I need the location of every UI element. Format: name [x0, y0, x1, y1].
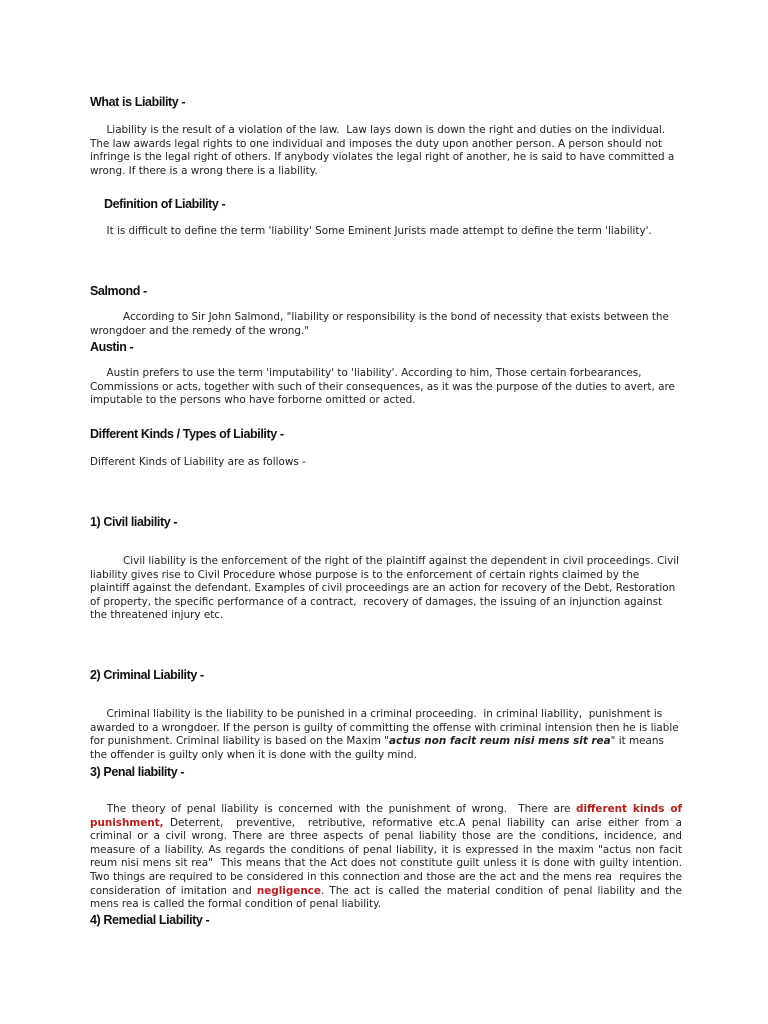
criminal-maxim: actus non facit reum nisi mens sit rea: [388, 735, 611, 748]
penal-highlight-negligence: negligence: [256, 884, 321, 897]
penal-highlight-punishment: different kinds of punishment,: [90, 803, 686, 829]
penal-text-2: Deterrent, preventive, retributive, reformative etc.A penal liability can arise either from a criminal or a civil wrong. There are three aspects of penal liability those are the conditions, incidence, and measure of a liability. As regards the conditions of penal liability, it is expressed in the maxim "actus non facit reum nisi mens sit rea" This means that the Act does not constitute guilt unless it is done with guilty intention. Two things are required to be considered in this connection and those are the act and the mens rea requires the consideration of imitation and: [90, 816, 686, 897]
paragraph-civil-liability: Civil liability is the enforcement of the right of the plaintiff against the dependent in civil proceedings. Civil liability gives rise to Civil Procedure whose purpose is to the enforcement of certain rights claimed by the plaintiff against the defendant. Examples of civil proceedings are an action for recovery of the Debt, Restoration of property, the specific performance of a contract, recovery of damages, the issuing of an injunction against the threatened injury etc.: [90, 555, 683, 622]
heading-penal-liability: 3) Penal liability -: [90, 765, 185, 779]
paragraph-penal-liability: [90, 803, 686, 912]
heading-salmond: Salmond -: [90, 284, 147, 298]
paragraph-austin: Austin prefers to use the term 'imputability' to 'liability'. According to him, Those certain forbearances, Commissions or acts, together with such of their consequences, as it was the purpose of the duties to avert, are imputable to the persons who have forborne omitted or acted.: [90, 367, 679, 407]
heading-definition-of-liability: Definition of Liability -: [104, 197, 226, 211]
heading-remedial-liability: 4) Remedial Liability -: [90, 913, 210, 927]
paragraph-what-is-liability: Liability is the result of a violation of the law. Law lays down is down the right and duties on the individual. The law awards legal rights to one individual and imposes the duty upon another person. A person should not infringe is the legal right of others. If anybody violates the legal right of another, he is said to have committed a wrong. If there is a wrong there is a liability.: [90, 124, 678, 177]
paragraph-types-of-liability: Different Kinds of Liability are as follows -: [90, 456, 306, 468]
heading-types-of-liability: Different Kinds / Types of Liability -: [90, 427, 284, 441]
paragraph-definition-of-liability: It is difficult to define the term 'liability' Some Eminent Jurists made attempt to define the term 'liability'.: [90, 225, 652, 237]
heading-criminal-liability: 2) Criminal Liability -: [90, 668, 204, 682]
paragraph-salmond: According to Sir John Salmond, "liability or responsibility is the bond of necessity that exists between the wrongdoer and the remedy of the wrong.": [90, 311, 673, 337]
paragraph-criminal-liability: [90, 708, 682, 762]
heading-civil-liability: 1) Civil liability -: [90, 515, 178, 529]
penal-text-1: The theory of penal liability is concerned with the punishment of wrong. There are: [90, 803, 576, 815]
criminal-text-before: Criminal liability is the liability to be punished in a criminal proceeding. in criminal liability, punishment is awarded to a wrongdoer. If the person is guilty of committing the offense with criminal intension then he is liable for punishment. Criminal liability is based on the Maxim ": [90, 708, 682, 748]
heading-austin: Austin -: [90, 340, 134, 354]
heading-what-is-liability: What is Liability -: [90, 95, 186, 109]
penal-text-3: . The act is called the material condition of penal liability and the mens rea is called the formal condition of penal liability.: [90, 884, 686, 911]
criminal-text-after: " it means the offender is guilty only when it is done with the guilty mind.: [90, 735, 668, 761]
